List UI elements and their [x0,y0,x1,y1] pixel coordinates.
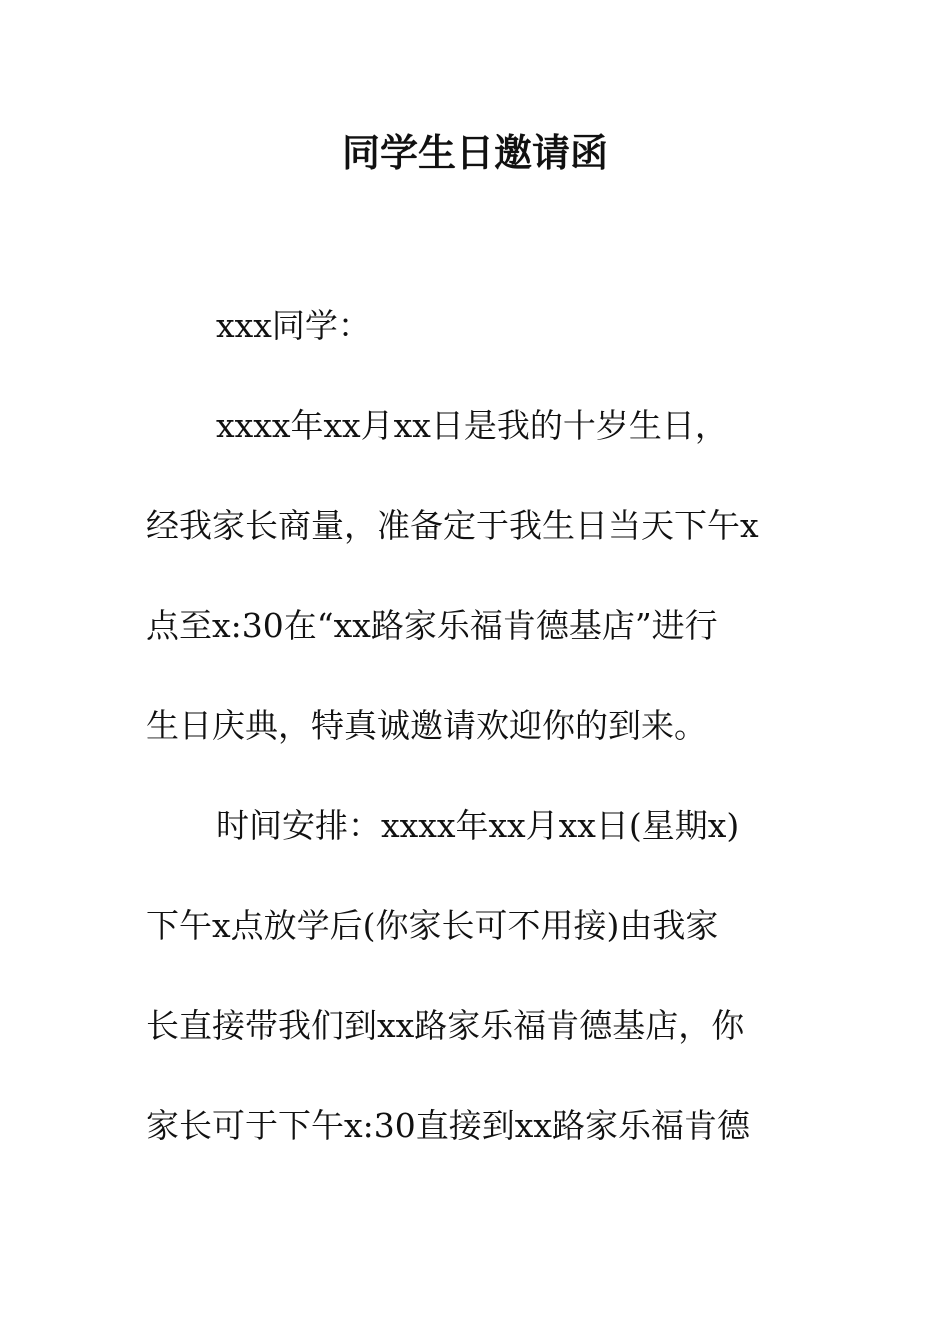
schedule-line-3: 长直接带我们到xx路家乐福肯德基店，你 [146,1006,745,1045]
body-line-2: 经我家长商量，准备定于我生日当天下午x [146,506,759,545]
schedule-line-4: 家长可于下午x:30直接到xx路家乐福肯德 [146,1106,750,1145]
body-line-3: 点至x:30在“xx路家乐福肯德基店”进行 [146,606,718,645]
body-line-4: 生日庆典，特真诚邀请欢迎你的到来。 [146,706,707,745]
document-title: 同学生日邀请函 [341,131,608,175]
body-line-1: xxxx年xx月xx日是我的十岁生日， [216,406,728,445]
schedule-line-2: 下午x点放学后(你家长可不用接)由我家 [146,906,719,945]
schedule-line-1: 时间安排：xxxx年xx月xx日(星期x) [216,806,740,845]
greeting-line: xxx同学： [216,306,371,345]
